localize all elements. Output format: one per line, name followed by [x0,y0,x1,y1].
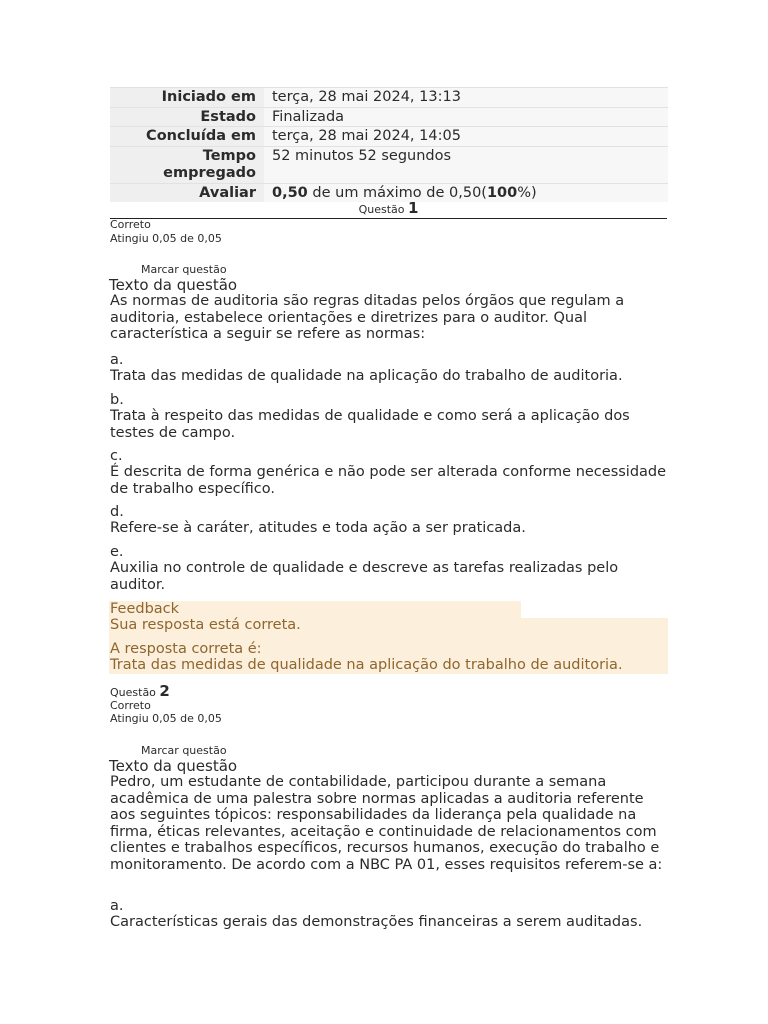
q1-option-e-text: Auxilia no controle de qualidade e descreve as tarefas realizadas pelo auditor. [110,560,619,593]
question-word: Questão [110,686,160,699]
summary-row-time [110,146,668,183]
summary-label-line: Tempo [202,148,256,164]
q1-option-e-letter[interactable]: e. [110,544,124,560]
q1-option-c-text: É descrita de forma genérica e não pode ser alterada conforme necessidade de trabalho específico. [110,464,667,497]
grade-text-end: %) [517,185,537,201]
q1-option-c-letter[interactable]: c. [110,448,123,464]
attempt-summary-table [110,87,668,202]
summary-label: Estado [110,108,264,126]
question-2-text-label: Texto da questão [109,757,238,775]
divider [110,218,667,219]
q1-option-a-text: Trata das medidas de qualidade na aplicação do trabalho de auditoria. [110,368,623,384]
summary-label: Concluída em [110,127,264,146]
question-1-text-label: Texto da questão [109,276,238,294]
summary-label [110,147,264,183]
q1-option-a-letter[interactable]: a. [110,352,124,368]
question-2-status: Correto [110,699,151,712]
question-number: 1 [407,199,419,217]
question-1-status: Correto [110,218,151,231]
q1-option-d-letter[interactable]: d. [110,504,124,520]
q1-option-b-text: Trata à respeito das medidas de qualidade e como será a aplicação dos testes de campo. [110,408,630,441]
feedback-correct-message: Sua resposta está correta. [110,617,301,633]
summary-value: terça, 28 mai 2024, 13:13 [264,88,668,107]
grade-text: de um máximo de 0,50( [307,185,487,201]
question-1-prompt: As normas de auditoria são regras ditadas pelos órgãos que regulam a auditoria, estabelece orientações e diretrizes para o auditor. Qual característica a seguir se refere as normas: [110,293,625,342]
question-2-prompt: Pedro, um estudante de contabilidade, participou durante a semana acadêmica de uma palestra sobre normas aplicadas a auditoria referente aos seguintes tópicos: responsabilidades da liderança pela qualidade na firma, éticas relevantes, aceitação e continuidade de relacionamentos com clientes e trabalhos específicos, recursos humanos, execução do trabalho e monitoramento. De acordo com a NBC PA 01, esses requisitos referem-se a: [110,774,663,873]
question-number: 2 [159,682,170,700]
summary-label-line: empregado [163,165,256,181]
grade-percent: 100 [486,185,518,201]
summary-value: Finalizada [264,108,668,126]
q2-option-a-letter[interactable]: a. [110,898,124,914]
question-1-points: Atingiu 0,05 de 0,05 [110,232,222,245]
summary-row-completed [110,126,668,146]
flag-question-1-link[interactable]: Marcar questão [141,263,227,276]
q2-option-a-text: Características gerais das demonstrações financeiras a serem auditadas. [110,914,643,930]
feedback-answer-label: A resposta correta é: [110,641,262,657]
question-2-heading [110,682,170,700]
summary-row-state [110,107,668,126]
question-2-points: Atingiu 0,05 de 0,05 [110,712,222,725]
q1-option-d-text: Refere-se à caráter, atitudes e toda ação a ser praticada. [110,520,526,536]
question-1-heading [110,199,667,217]
summary-label: Avaliar [110,184,264,202]
grade-score: 0,50 [272,185,308,201]
summary-row-started [110,87,668,107]
q1-option-b-letter[interactable]: b. [110,392,124,408]
flag-question-2-link[interactable]: Marcar questão [141,744,227,757]
feedback-title: Feedback [110,601,180,617]
summary-value: terça, 28 mai 2024, 14:05 [264,127,668,146]
summary-value: 52 minutos 52 segundos [264,147,668,183]
feedback-answer: Trata das medidas de qualidade na aplicação do trabalho de auditoria. [110,657,623,673]
summary-label: Iniciado em [110,88,264,107]
question-word: Questão [358,203,408,216]
